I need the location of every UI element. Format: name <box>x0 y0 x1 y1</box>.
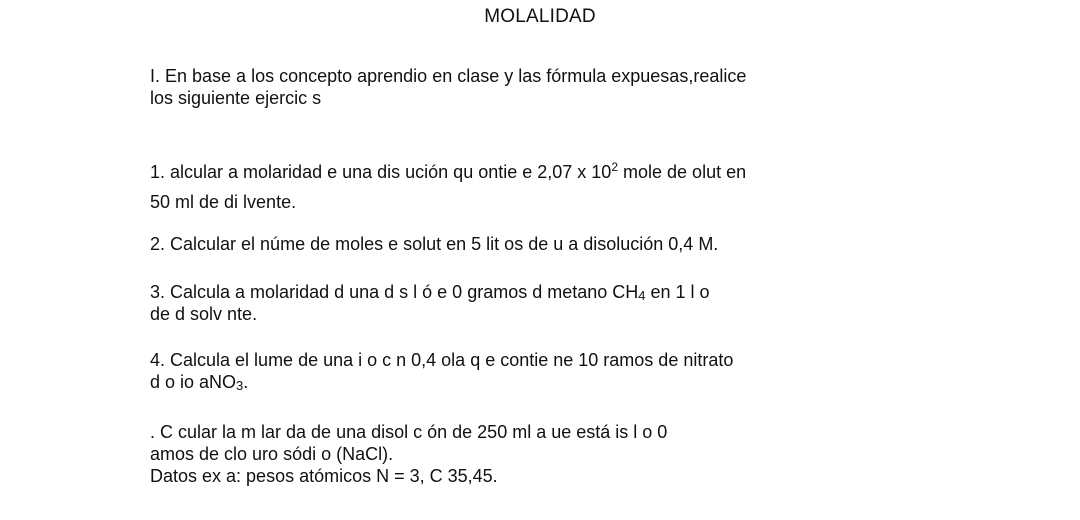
exponent: 2 <box>611 160 618 174</box>
exercise-3-text-a: 3. Calcula a molaridad d una d s l ó e 0 gramos d metano CH <box>150 282 639 302</box>
subscript: 3 <box>236 378 244 393</box>
exercise-5-line-3: Datos ex a: pesos atómicos N = 3, C 35,45. <box>150 466 498 486</box>
exercise-3 <box>150 281 950 325</box>
exercise-3-text-b: en 1 l o <box>650 282 710 302</box>
intro-paragraph <box>150 65 950 109</box>
document-title: MOLALIDAD <box>484 6 596 27</box>
exercise-4-line-1: 4. Calcula el lume de una i o c n 0,4 ola q e contie ne 10 ramos de nitrato <box>150 350 734 370</box>
exercise-4-line-2 <box>150 371 950 393</box>
exercise-3-line-2: de d solv nte. <box>150 304 258 324</box>
exercise-1-line-2: 50 ml de di lvente. <box>150 192 297 212</box>
exercise-5-line-1: . C cular la m lar da de una disol c ón de 250 ml a ue está is l o 0 <box>150 422 668 442</box>
exercise-1-text-a: 1. alcular a molaridad e una dis ución qu ontie e 2,07 x 10 <box>150 162 612 182</box>
exercise-1-text-b: mole de olut en <box>623 162 747 182</box>
exercise-2-line-1: 2. Calcular el núme de moles e solut en 5 lit os de u a disolución 0,4 M. <box>150 234 719 254</box>
exercise-1 <box>150 157 950 217</box>
exercise-4-text-b: . <box>243 372 249 392</box>
exercise-5 <box>150 421 950 487</box>
exercise-1-line-1 <box>150 157 950 187</box>
intro-line-1: I. En base a los concepto aprendio en clase y las fórmula expuesas,realice <box>150 66 747 86</box>
intro-line-2: los siguiente ejercic s <box>150 88 322 108</box>
exercise-5-line-2: amos de clo uro sódi o (NaCl). <box>150 444 394 464</box>
exercise-4 <box>150 349 950 393</box>
subscript: 4 <box>638 288 646 303</box>
exercise-3-line-1 <box>150 281 950 303</box>
exercise-2 <box>150 233 950 255</box>
exercise-4-text-a: d o io aNO <box>150 372 237 392</box>
